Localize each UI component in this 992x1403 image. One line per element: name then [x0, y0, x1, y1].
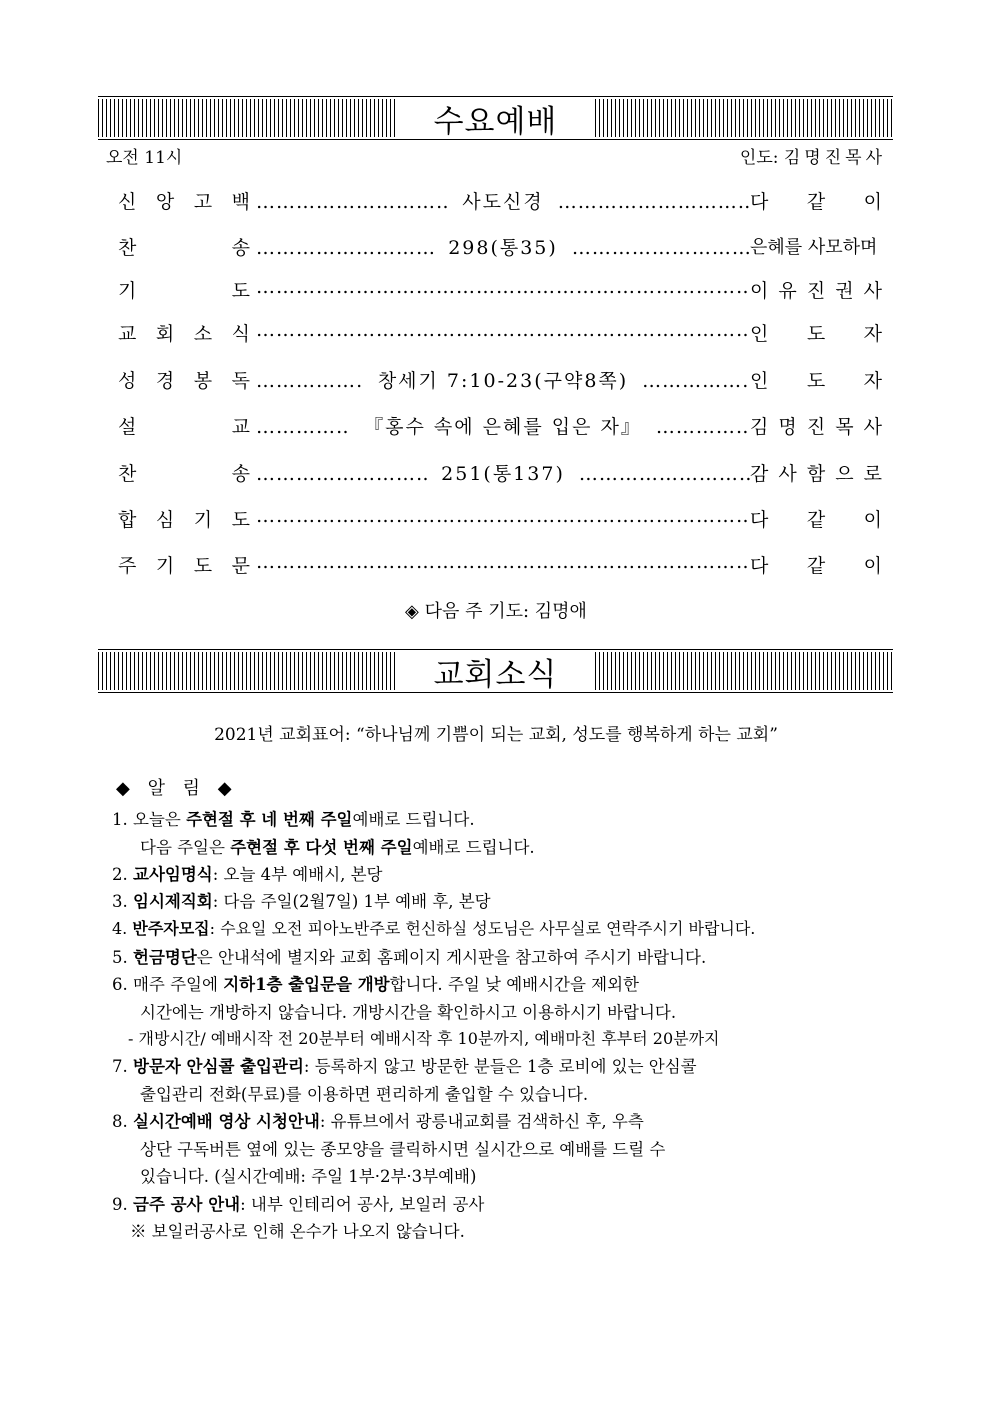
header-stripes-right: [595, 652, 893, 690]
order-leader-dots: [256, 505, 750, 535]
leader-label: 인도:: [739, 148, 779, 168]
order-label: 설 교: [118, 416, 250, 438]
order-leader-dots: [256, 459, 750, 489]
order-row: [118, 319, 882, 349]
order-label: 찬 송: [118, 237, 250, 259]
notice-line: 다음 주일은 주현절 후 다섯 번째 주일예배로 드립니다.: [140, 838, 535, 857]
order-row: [118, 366, 882, 396]
order-label: 주 기 도 문: [118, 555, 250, 577]
order-performer: 이 유 진 권 사: [750, 280, 882, 302]
order-leader-dots: [256, 551, 750, 581]
header-stripes-left: [98, 99, 396, 137]
order-leader-dots: [256, 319, 750, 349]
order-label: 기 도: [118, 280, 250, 302]
order-leader-dots: [256, 187, 750, 217]
notice-line: - 개방시간/ 예배시작 전 20분부터 예배시작 후 10분까지, 예배마친 후부터 20분까지: [128, 1029, 720, 1048]
notice-line: 9. 금주 공사 안내: 내부 인테리어 공사, 보일러 공사: [112, 1195, 485, 1214]
order-label: 성 경 봉 독: [118, 370, 250, 392]
worship-leader: [740, 143, 886, 168]
notice-line: 3. 임시제직회: 다음 주일(2월7일) 1부 예배 후, 본당: [112, 892, 491, 911]
order-leader-dots: [256, 366, 750, 396]
news-section-header: [98, 649, 893, 693]
worship-time: 오전 11시: [106, 148, 183, 168]
order-label: 찬 송: [118, 463, 250, 485]
notice-line: 상단 구독버튼 옆에 있는 종모양을 클릭하시면 실시간으로 예배를 드릴 수: [140, 1140, 666, 1159]
order-content: 창세기 7:10-23(구약8쪽): [377, 370, 629, 392]
notice-line: 6. 매주 주일에 지하1층 출입문을 개방합니다. 주일 낮 예배시간을 제외한: [112, 975, 639, 994]
order-row: [118, 412, 882, 442]
order-performer: 다 같 이: [750, 509, 882, 531]
notice-line: 4. 반주자모집: 수요일 오전 피아노반주로 헌신하실 성도님은 사무실로 연락주시기 바랍니다.: [112, 919, 756, 938]
notice-line: 시간에는 개방하지 않습니다. 개방시간을 확인하시고 이용하시기 바랍니다.: [140, 1003, 677, 1022]
leader-name: 김명진목사: [783, 148, 886, 168]
order-content: 251(통137): [441, 463, 565, 485]
header-stripes-right: [595, 99, 893, 137]
news-title: 교회소식: [433, 656, 558, 693]
order-row: [118, 459, 882, 489]
order-label: 교 회 소 식: [118, 323, 250, 345]
order-leader-dots: [256, 233, 750, 263]
notice-line: 7. 방문자 안심콜 출입관리: 등록하지 않고 방문한 분들은 1층 로비에 있는 안심콜: [112, 1057, 697, 1076]
order-performer: 인 도 자: [750, 323, 882, 345]
order-row: [118, 187, 882, 217]
header-stripes-left: [98, 652, 396, 690]
notice-line: ※ 보일러공사로 인해 온수가 나오지 않습니다.: [130, 1222, 465, 1241]
notice-line: 2. 교사임명식: 오늘 4부 예배시, 본당: [112, 865, 383, 884]
church-motto: 2021년 교회표어: “하나님께 기쁨이 되는 교회, 성도를 행복하게 하는 교회”: [214, 725, 778, 745]
order-performer: 인 도 자: [750, 370, 882, 392]
notice-line: 출입관리 전화(무료)를 이용하면 편리하게 출입할 수 있습니다.: [140, 1085, 589, 1104]
order-row: [118, 551, 882, 581]
order-row: [118, 233, 882, 263]
order-leader-dots: [256, 412, 750, 442]
order-performer: 다 같 이: [750, 191, 882, 213]
next-week-prayer: ◈ 다음 주 기도: 김명애: [405, 601, 587, 622]
order-leader-dots: [256, 276, 750, 306]
notice-header: ◆ 알 림 ◆: [116, 778, 238, 799]
worship-title: 수요예배: [433, 103, 558, 140]
order-row: [118, 505, 882, 535]
worship-section-header: [98, 96, 893, 140]
order-performer: 김 명 진 목 사: [750, 416, 882, 438]
notice-line: 있습니다. (실시간예배: 주일 1부·2부·3부예배): [140, 1167, 477, 1186]
order-performer: 은혜를 사모하며: [750, 237, 878, 258]
worship-meta: [106, 143, 886, 168]
order-content: 사도신경: [462, 191, 544, 213]
order-row: [118, 276, 882, 306]
order-label: 신 앙 고 백: [118, 191, 250, 213]
notice-line: 1. 오늘은 주현절 후 네 번째 주일예배로 드립니다.: [112, 810, 475, 829]
order-content: 298(통35): [448, 237, 558, 259]
order-performer: 다 같 이: [750, 555, 882, 577]
order-label: 합 심 기 도: [118, 509, 250, 531]
notice-line: 8. 실시간예배 영상 시청안내: 유튜브에서 광릉내교회를 검색하신 후, 우측: [112, 1112, 644, 1131]
order-performer: 감 사 함 으 로: [750, 463, 882, 485]
notice-line: 5. 헌금명단은 안내석에 별지와 교회 홈페이지 게시판을 참고하여 주시기 바랍니다.: [112, 948, 707, 967]
order-content: 『홍수 속에 은혜를 입은 자』: [364, 416, 642, 438]
